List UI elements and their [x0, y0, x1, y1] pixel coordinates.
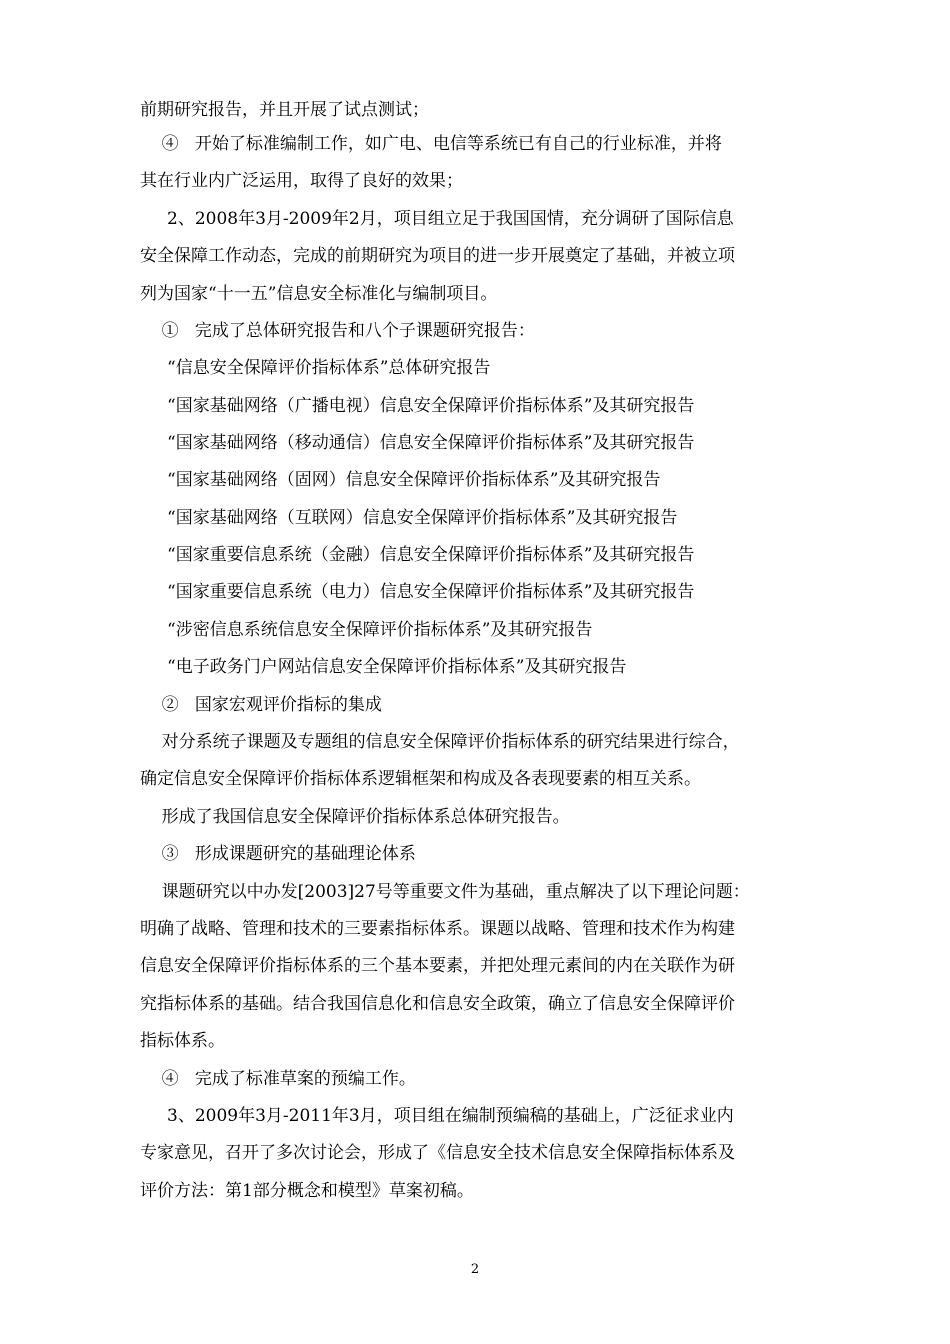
text-line: “国家重要信息系统（金融）信息安全保障评价指标体系”及其研究报告	[140, 545, 695, 565]
text-line: ② 国家宏观评价指标的集成	[140, 695, 382, 715]
text-line: 前期研究报告，并且开展了试点测试；	[140, 100, 429, 120]
text-line: 3、2009年3月-2011年3月，项目组在编制预编稿的基础上，广泛征求业内	[140, 1106, 734, 1126]
text-line: 明确了战略、管理和技术的三要素指标体系。课题以战略、管理和技术作为构建	[140, 919, 735, 939]
text-line: ① 完成了总体研究报告和八个子课题研究报告：	[140, 321, 535, 341]
text-line: 形成了我国信息安全保障评价指标体系总体研究报告。	[140, 807, 570, 827]
text-line: 2、2008年3月-2009年2月，项目组立足于我国国情，充分调研了国际信息	[140, 209, 734, 229]
text-line: “国家基础网络（广播电视）信息安全保障评价指标体系”及其研究报告	[140, 396, 695, 416]
text-line: 确定信息安全保障评价指标体系逻辑框架和构成及各表现要素的相互关系。	[140, 769, 701, 789]
text-line: “电子政务门户网站信息安全保障评价指标体系”及其研究报告	[140, 657, 627, 677]
text-line: “国家基础网络（固网）信息安全保障评价指标体系”及其研究报告	[140, 470, 661, 490]
text-line: ③ 形成课题研究的基础理论体系	[140, 844, 416, 864]
text-line: “信息安全保障评价指标体系”总体研究报告	[140, 358, 491, 378]
text-line: 专家意见，召开了多次讨论会，形成了《信息安全技术信息安全保障指标体系及	[140, 1143, 735, 1163]
text-line: 课题研究以中办发[2003]27号等重要文件为基础，重点解决了以下理论问题：	[140, 882, 750, 902]
text-line: 对分系统子课题及专题组的信息安全保障评价指标体系的研究结果进行综合，	[140, 732, 740, 752]
text-line: ④ 完成了标准草案的预编工作。	[140, 1069, 416, 1089]
text-line: ④ 开始了标准编制工作，如广电、电信等系统已有自己的行业标准，并将	[140, 134, 722, 154]
text-line: 指标体系。	[140, 1031, 225, 1051]
text-line: “国家基础网络（移动通信）信息安全保障评价指标体系”及其研究报告	[140, 433, 695, 453]
text-line: “涉密信息系统信息安全保障评价指标体系”及其研究报告	[140, 620, 593, 640]
text-line: 评价方法：第1部分概念和模型》草案初稿。	[140, 1181, 474, 1201]
text-line: 列为国家“十一五”信息安全标准化与编制项目。	[140, 284, 498, 304]
text-line: 究指标体系的基础。结合我国信息化和信息安全政策，确立了信息安全保障评价	[140, 994, 735, 1014]
text-line: 其在行业内广泛运用，取得了良好的效果；	[140, 171, 463, 191]
text-line: 信息安全保障评价指标体系的三个基本要素，并把处理元素间的内在关联作为研	[140, 956, 735, 976]
page-number: 2	[470, 1262, 480, 1277]
text-line: “国家重要信息系统（电力）信息安全保障评价指标体系”及其研究报告	[140, 582, 695, 602]
text-line: “国家基础网络（互联网）信息安全保障评价指标体系”及其研究报告	[140, 508, 678, 528]
text-line: 安全保障工作动态，完成的前期研究为项目的进一步开展奠定了基础，并被立项	[140, 246, 735, 266]
